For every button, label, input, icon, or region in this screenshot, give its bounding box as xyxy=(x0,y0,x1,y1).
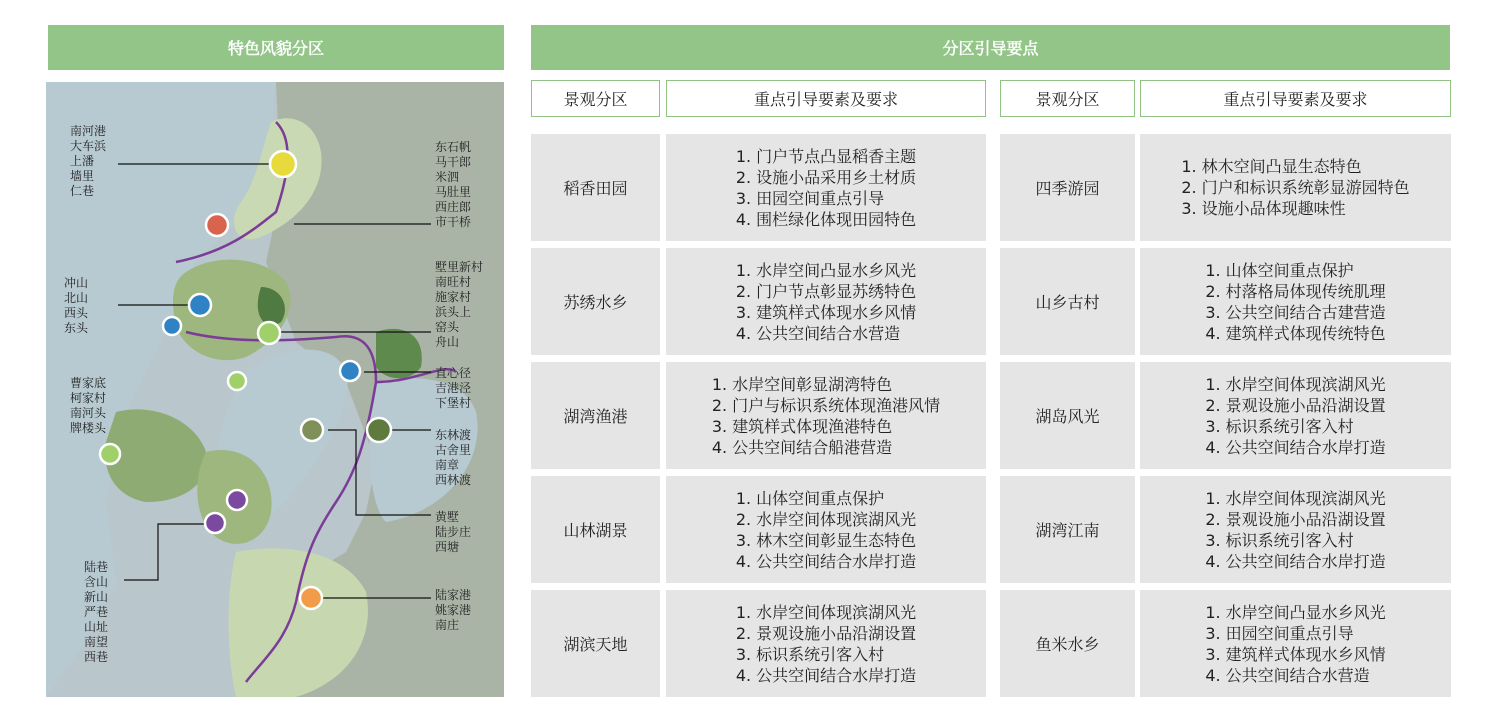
column-header-requirements: 重点引导要素及要求 xyxy=(666,80,986,117)
requirements-cell: 1. 水岸空间凸显水乡风光 2. 门户节点彰显苏绣特色 3. 建筑样式体现水乡风情 4. 公共空间结合水营造 xyxy=(666,248,986,355)
requirements-cell: 1. 水岸空间体现滨湖风光 2. 景观设施小品沿湖设置 3. 标识系统引客入村 4. 公共空间结合水岸打造 xyxy=(1140,362,1451,469)
marker-purple-2 xyxy=(205,513,225,533)
zone-name-cell: 湖湾江南 xyxy=(1000,476,1135,583)
zone-name-cell: 苏绣水乡 xyxy=(531,248,660,355)
map-label-group: 陆巷 含山 新山 严巷 山址 南望 西巷 xyxy=(84,560,109,664)
zone-name-cell: 四季游园 xyxy=(1000,134,1135,241)
column-header-zone: 景观分区 xyxy=(1000,80,1135,117)
marker-olive-1 xyxy=(301,419,323,441)
marker-green-1 xyxy=(258,322,280,344)
map-label-group: 陆家港 姚家港 南庄 xyxy=(435,588,472,632)
map-label-group: 曹家底 柯家村 南河头 牌楼头 xyxy=(70,376,107,435)
requirements-cell: 1. 山体空间重点保护 2. 水岸空间体现滨湖风光 3. 林木空间彰显生态特色 4. 公共空间结合水岸打造 xyxy=(666,476,986,583)
zone-name-cell: 鱼米水乡 xyxy=(1000,590,1135,697)
requirements-cell: 1. 山体空间重点保护 2. 村落格局体现传统肌理 3. 公共空间结合古建营造 4. 建筑样式体现传统特色 xyxy=(1140,248,1451,355)
zone-name-cell: 湖岛风光 xyxy=(1000,362,1135,469)
marker-olive-2 xyxy=(367,418,391,442)
map-label-group: 直心径 吉港泾 下堡村 xyxy=(435,366,472,410)
zone-name-cell: 湖湾渔港 xyxy=(531,362,660,469)
requirements-cell: 1. 水岸空间体现滨湖风光 2. 景观设施小品沿湖设置 3. 标识系统引客入村 4. 公共空间结合水岸打造 xyxy=(666,590,986,697)
marker-green-2 xyxy=(228,372,246,390)
zone-name-cell: 山林湖景 xyxy=(531,476,660,583)
column-header-zone: 景观分区 xyxy=(531,80,660,117)
marker-red xyxy=(206,214,228,236)
marker-orange xyxy=(300,587,322,609)
requirements-cell: 1. 水岸空间体现滨湖风光 2. 景观设施小品沿湖设置 3. 标识系统引客入村 4. 公共空间结合水岸打造 xyxy=(1140,476,1451,583)
marker-blue-2 xyxy=(163,317,181,335)
zone-name-cell: 湖滨天地 xyxy=(531,590,660,697)
map-label-group: 东林渡 古舍里 南章 西林渡 xyxy=(435,428,472,487)
map-label-group: 东石帆 马干郎 米泗 马肚里 西庄郎 市干桥 xyxy=(435,140,472,229)
zone-name-cell: 山乡古村 xyxy=(1000,248,1135,355)
requirements-cell: 1. 林木空间凸显生态特色 2. 门户和标识系统彰显游园特色 3. 设施小品体现趣味性 xyxy=(1140,134,1451,241)
zone-name-cell: 稻香田园 xyxy=(531,134,660,241)
marker-purple-1 xyxy=(227,490,247,510)
map-panel-header: 特色风貌分区 xyxy=(48,25,504,70)
table-panel-header: 分区引导要点 xyxy=(531,25,1450,70)
requirements-cell: 1. 门户节点凸显稻香主题 2. 设施小品采用乡土材质 3. 田园空间重点引导 4. 围栏绿化体现田园特色 xyxy=(666,134,986,241)
requirements-cell: 1. 水岸空间彰显湖湾特色 2. 门户与标识系统体现渔港风情 3. 建筑样式体现渔港特色 4. 公共空间结合船港营造 xyxy=(666,362,986,469)
map-label-group: 冲山 北山 西头 东头 xyxy=(64,276,89,335)
column-header-requirements: 重点引导要素及要求 xyxy=(1140,80,1451,117)
zone-map xyxy=(46,82,504,697)
marker-blue-1 xyxy=(189,294,211,316)
marker-yellow xyxy=(270,151,296,177)
map-label-group: 黄墅 陆步庄 西塘 xyxy=(435,510,472,554)
requirements-cell: 1. 水岸空间凸显水乡风光 3. 田园空间重点引导 3. 建筑样式体现水乡风情 4. 公共空间结合水营造 xyxy=(1140,590,1451,697)
marker-blue-3 xyxy=(340,361,360,381)
map-label-group: 南河港 大车浜 上潘 墙里 仁巷 xyxy=(70,124,107,198)
marker-green-3 xyxy=(100,444,120,464)
map-label-group: 墅里新村 南旺村 施家村 浜头上 窑头 舟山 xyxy=(435,260,484,349)
